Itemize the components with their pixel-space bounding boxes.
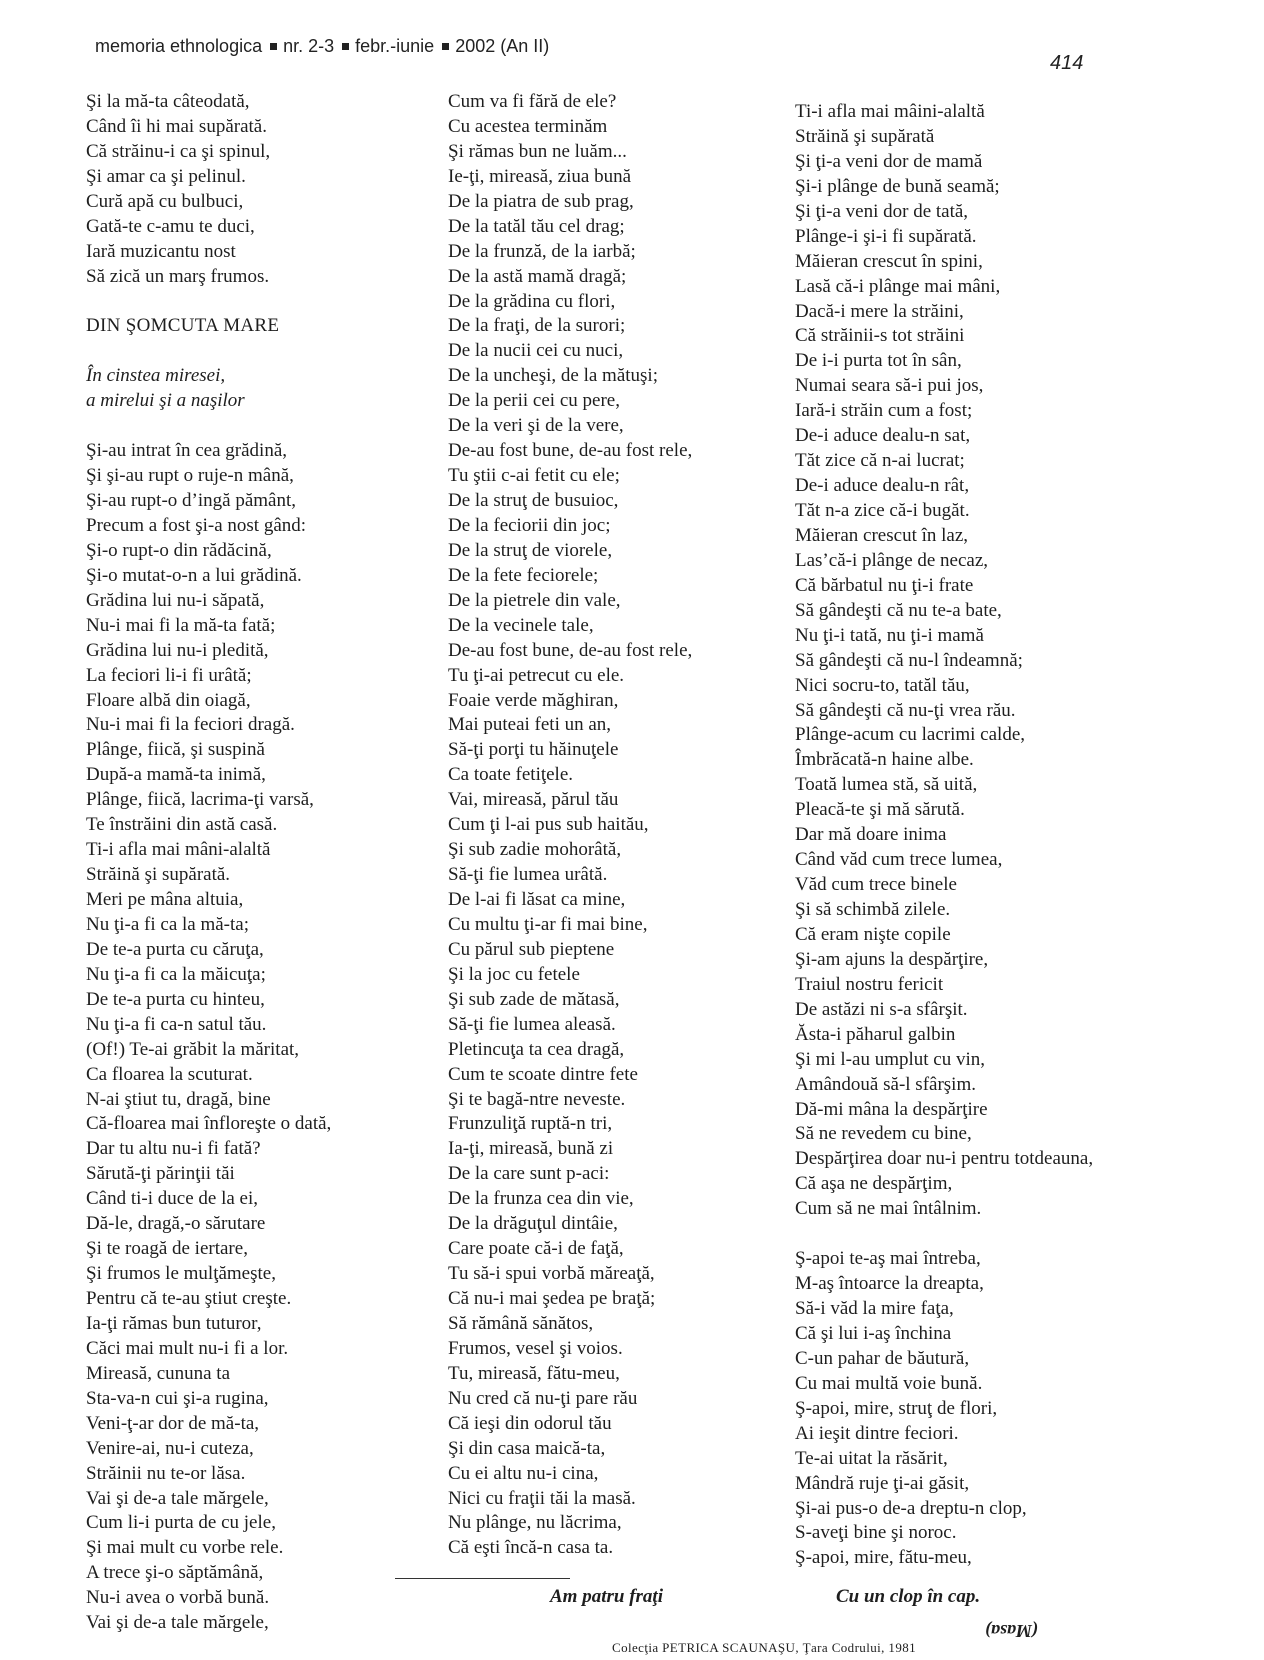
verse-line: Cum li-i purta de cu jele,: [86, 1512, 276, 1534]
verse-line: Străinii nu te-or lăsa.: [86, 1462, 246, 1484]
verse-line: Iară muzicantu nost: [86, 240, 236, 262]
verse-line: Veni-ţ-ar dor de mă-ta,: [86, 1412, 260, 1434]
verse-line: Şi-o rupt-o din rădăcină,: [86, 539, 272, 561]
verse-line: Şi din casa maică-ta,: [448, 1437, 606, 1459]
verse-line: Cu părul sub pieptene: [448, 938, 615, 960]
verse-line: De la uncheşi, de la mătuşi;: [448, 365, 658, 387]
verse-line: Mireasă, cununa ta: [86, 1362, 231, 1384]
verse-line: Precum a fost şi-a nost gând:: [86, 514, 307, 536]
verse-line: De la frunză, de la iarbă;: [448, 240, 636, 262]
verse-line: Plânge, fiică, şi suspină: [86, 739, 265, 761]
verse-line: De la nucii cei cu nuci,: [448, 340, 624, 362]
verse-line: Şi şi-au rupt o ruje-n mână,: [86, 465, 294, 487]
verse-line: Despărţirea doar nu-i pentru totdeauna,: [795, 1148, 1094, 1170]
verse-line: Dacă-i mere la străini,: [795, 300, 964, 322]
poem-column-2: [448, 90, 692, 1561]
verse-line: Şi la mă-ta câteodată,: [86, 91, 250, 112]
verse-line: Cu ei altu nu-i cina,: [448, 1462, 599, 1484]
verse-line: Nu-i mai fi la feciori dragă.: [86, 714, 295, 736]
verse-line: Şi la joc cu fetele: [448, 963, 580, 985]
bullet-icon: [442, 43, 449, 50]
verse-line: De la grădina cu flori,: [448, 290, 616, 312]
verse-line: De la struţ de busuioc,: [448, 490, 619, 511]
verse-line: Căci mai mult nu-i fi a lor.: [86, 1337, 289, 1359]
verse-line: Şi sub zade de mătasă,: [448, 988, 620, 1010]
verse-line: Şi te roagă de iertare,: [86, 1238, 248, 1260]
verse-line: Vai, mireasă, părul tău: [448, 789, 619, 811]
verse-line: Să rămână sănătos,: [448, 1312, 594, 1334]
verse-line: Pleacă-te şi mă sărută.: [795, 799, 965, 821]
verse-line: Să gândeşti că nu te-a bate,: [795, 599, 1002, 621]
verse-line: Vai şi de-a tale mărgele,: [86, 1487, 269, 1509]
verse-line: De la care sunt p-aci:: [448, 1163, 610, 1185]
verse-line: Să zică un marş frumos.: [86, 265, 270, 287]
verse-line: Ia-ţi rămas bun tuturor,: [86, 1312, 262, 1334]
verse-line: Frumos, vesel şi voios.: [448, 1337, 623, 1359]
verse-line: Că bărbatul nu ţi-i frate: [795, 574, 974, 596]
verse-line: Şi-au intrat în cea grădină,: [86, 440, 288, 462]
verse-line: Te înstrăini din astă casă.: [86, 814, 278, 836]
verse-line: Nu ţi-a fi ca la măicuţa;: [86, 963, 266, 985]
verse-block: [795, 100, 1093, 1222]
verse-line: Şi mai mult cu vorbe rele.: [86, 1537, 284, 1559]
verse-line: Că nu-i mai şedea pe braţă;: [448, 1288, 656, 1309]
verse-block: [86, 439, 331, 1636]
verse-line: Cum să ne mai întâlnim.: [795, 1198, 982, 1220]
verse-block: [86, 90, 331, 290]
verse-line: Ia-ţi, mireasă, bună zi: [448, 1138, 614, 1160]
verse-line: Vai şi de-a tale mărgele,: [86, 1612, 269, 1634]
dedication-line: a mirelui şi a naşilor: [86, 390, 245, 412]
verse-line: De la pietrele din vale,: [448, 589, 621, 611]
journal-title: memoria ethnologica: [95, 36, 263, 56]
bullet-icon: [342, 43, 349, 50]
verse-line: La feciori li-i fi urâtă;: [86, 664, 252, 686]
verse-line: Cum va fi fără de ele?: [448, 91, 617, 112]
verse-line: De la frunza cea din vie,: [448, 1188, 634, 1210]
verse-line: Tăt n-a zice că-i bugăt.: [795, 500, 970, 521]
verse-line: Şi să schimbă zilele.: [795, 899, 951, 920]
verse-line: Las’că-i plânge de necaz,: [795, 549, 989, 571]
section-heading: DIN ŞOMCUTA MARE: [86, 315, 280, 337]
verse-line: Ş-apoi te-aş mai întreba,: [795, 1248, 981, 1270]
verse-line: Şi amar ca şi pelinul.: [86, 165, 246, 187]
verse-line: Cum ţi l-ai pus sub haitău,: [448, 814, 649, 836]
verse-line: Şi-o mutat-o-n a lui grădină.: [86, 564, 302, 586]
verse-line: De l-ai fi lăsat ca mine,: [448, 889, 626, 910]
verse-line: Dar mă doare inima: [795, 824, 947, 846]
verse-line: Traiul nostru fericit: [795, 973, 944, 995]
verse-line: Şi frumos le mulţămeşte,: [86, 1263, 276, 1285]
collection-credit: Colecţia PETRICA SCAUNAŞU, Ţara Codrului, 1981: [612, 1640, 917, 1655]
verse-line: De la drăguţul dintâie,: [448, 1213, 618, 1235]
verse-line: Pentru că te-au ştiut creşte.: [86, 1288, 292, 1309]
verse-line: De la astă mamă dragă;: [448, 265, 627, 287]
poem-column-3: [795, 100, 1093, 1571]
issue-number: nr. 2-3: [283, 36, 335, 56]
verse-line: Să-i văd la mire faţa,: [795, 1298, 954, 1319]
verse-line: Că aşa ne despărţim,: [795, 1173, 953, 1195]
verse-line: Şi-ai pus-o de-a dreptu-n clop,: [795, 1497, 1027, 1519]
verse-line: Şi-au rupt-o d’ingă pământ,: [86, 490, 297, 511]
verse-line: Să gândeşti că nu-ţi vrea rău.: [795, 699, 1016, 721]
verse-line: De i-i purta tot în sân,: [795, 350, 962, 372]
verse-line: N-ai ştiut tu, dragă, bine: [86, 1088, 271, 1110]
journal-header: [95, 36, 549, 57]
verse-line: Nu ţi-i tată, nu ţi-i mamă: [795, 624, 984, 646]
verse-line: De la piatra de sub prag,: [448, 190, 634, 212]
verse-line: De te-a purta cu căruţa,: [86, 938, 264, 960]
verse-line: De astăzi ni s-a sfârşit.: [795, 998, 968, 1020]
verse-line: Nu ţi-a fi ca-n satul tău.: [86, 1013, 267, 1035]
verse-block: [448, 90, 692, 1561]
verse-block: [795, 1247, 1093, 1571]
verse-line: Măieran crescut în laz,: [795, 524, 969, 546]
verse-line: Cură apă cu bulbuci,: [86, 190, 244, 212]
verse-line: Să-ţi porţi tu hăinuţele: [448, 739, 619, 761]
verse-line: Mai puteai feti un an,: [448, 714, 612, 736]
verse-line: Tu, mireasă, fătu-meu,: [448, 1362, 620, 1384]
bullet-icon: [270, 43, 277, 50]
verse-line: Ti-i afla mai mâini-alaltă: [795, 101, 985, 122]
verse-line: Gată-te c-amu te duci,: [86, 215, 255, 237]
verse-line: Măieran crescut în spini,: [795, 250, 983, 272]
verse-line: Şi-i plânge de bună seamă;: [795, 175, 1000, 197]
verse-line: Venire-ai, nu-i cuteza,: [86, 1437, 254, 1459]
verse-line: Şi te bagă-ntre neveste.: [448, 1088, 626, 1110]
continuation-title: Am patru fraţi: [550, 1586, 663, 1607]
verse-line: De la vecinele tale,: [448, 614, 594, 636]
verse-line: Plânge, fiică, lacrima-ţi varsă,: [86, 789, 314, 811]
author-mark: (Masa): [985, 1621, 1038, 1641]
verse-line: Sărută-ţi părinţii tăi: [86, 1163, 235, 1185]
verse-line: Când ti-i duce de la ei,: [86, 1188, 258, 1210]
verse-line: Să-ţi fie lumea aleasă.: [448, 1013, 616, 1035]
verse-line: Nu cred că nu-ţi pare rău: [448, 1387, 638, 1409]
issue-period: febr.-iunie: [355, 36, 435, 56]
verse-line: C-un pahar de băutură,: [795, 1347, 970, 1369]
issue-year: 2002 (An II): [455, 36, 550, 56]
verse-line: Tu ţi-ai petrecut cu ele.: [448, 664, 625, 686]
verse-line: Cum te scoate dintre fete: [448, 1063, 638, 1085]
verse-line: Care poate că-i de faţă,: [448, 1238, 624, 1260]
verse-line: Nu plânge, nu lăcrima,: [448, 1512, 622, 1534]
verse-line: Şi ţi-a veni dor de tată,: [795, 200, 969, 222]
verse-line: Că ieşi din odorul tău: [448, 1412, 612, 1434]
verse-line: Ăsta-i păharul galbin: [795, 1023, 956, 1045]
verse-line: Nu-i avea o vorbă bună.: [86, 1587, 270, 1609]
verse-line: După-a mamă-ta inimă,: [86, 764, 266, 786]
verse-line: Când îi hi mai supărată.: [86, 115, 267, 137]
verse-line: Pletincuţa ta cea dragă,: [448, 1038, 625, 1060]
verse-line: De-au fost bune, de-au fost rele,: [448, 639, 693, 661]
verse-line: De te-a purta cu hinteu,: [86, 988, 265, 1010]
verse-line: Că-floarea mai înfloreşte o dată,: [86, 1113, 332, 1135]
verse-line: Nici socru-to, tatăl tău,: [795, 674, 970, 696]
verse-line: Floare albă din oiagă,: [86, 689, 251, 711]
verse-line: Amândouă să-l sfârşim.: [795, 1073, 976, 1095]
verse-line: De la struţ de viorele,: [448, 539, 613, 561]
verse-line: Ie-ţi, mireasă, ziua bună: [448, 165, 632, 187]
verse-line: Grădina lui nu-i pledită,: [86, 639, 269, 661]
verse-line: Plânge-acum cu lacrimi calde,: [795, 724, 1026, 746]
verse-line: Dă-mi mâna la despărţire: [795, 1098, 988, 1120]
verse-line: De la fete feciorele;: [448, 564, 599, 586]
verse-line: Ş-apoi, mire, struţ de flori,: [795, 1397, 998, 1419]
page-number: 414: [1050, 52, 1084, 74]
verse-line: Tu să-i spui vorbă măreaţă,: [448, 1263, 655, 1285]
poem-column-1: [86, 90, 331, 1636]
verse-line: Că străinii-s tot străini: [795, 325, 965, 347]
verse-line: De la veri şi de la vere,: [448, 415, 624, 437]
verse-line: Să-ţi fie lumea urâtă.: [448, 864, 608, 886]
verse-line: Cu acestea terminăm: [448, 115, 608, 137]
verse-line: Şi rămas bun ne luăm...: [448, 140, 627, 162]
verse-line: De la perii cei cu pere,: [448, 390, 620, 412]
verse-line: Când văd cum trece lumea,: [795, 849, 1003, 871]
verse-line: Nu-i mai fi la mă-ta fată;: [86, 614, 276, 636]
verse-line: A trece şi-o săptămână,: [86, 1562, 264, 1584]
verse-line: De-au fost bune, de-au fost rele,: [448, 440, 693, 462]
dedication-line: În cinstea miresei,: [86, 365, 226, 387]
verse-line: Te-ai uitat la răsărit,: [795, 1447, 948, 1469]
verse-line: Îmbrăcată-n haine albe.: [795, 749, 974, 771]
verse-line: Să gândeşti că nu-l îndeamnă;: [795, 649, 1023, 671]
verse-line: Ca toate fetiţele.: [448, 764, 574, 786]
verse-line: Lasă că-i plânge mai mâni,: [795, 275, 1001, 297]
verse-line: Grădina lui nu-i săpată,: [86, 589, 265, 611]
verse-line: Cu mai multă voie bună.: [795, 1372, 983, 1394]
verse-line: Dar tu altu nu-i fi fată?: [86, 1138, 261, 1160]
verse-line: Cu multu ţi-ar fi mai bine,: [448, 913, 648, 935]
verse-line: Că eram nişte copile: [795, 923, 951, 945]
verse-line: M-aş întoarce la dreapta,: [795, 1273, 984, 1295]
verse-line: Văd cum trece binele: [795, 874, 957, 896]
verse-line: Iară-i străin cum a fost;: [795, 400, 973, 422]
verse-line: Nici cu fraţii tăi la masă.: [448, 1487, 636, 1509]
verse-line: Ş-apoi, mire, fătu-meu,: [795, 1547, 972, 1569]
verse-line: Şi ţi-a veni dor de mamă: [795, 150, 983, 172]
verse-line: Dă-le, dragă,-o sărutare: [86, 1213, 266, 1235]
verse-line: Plânge-i şi-i fi supărată.: [795, 225, 977, 247]
verse-line: Tu ştii c-ai fetit cu ele;: [448, 465, 620, 487]
verse-line: Sta-va-n cui şi-a rugina,: [86, 1387, 269, 1409]
verse-line: De la feciorii din joc;: [448, 514, 611, 536]
verse-line: Şi mi l-au umplut cu vin,: [795, 1048, 985, 1070]
verse-line: Ti-i afla mai mâni-alaltă: [86, 839, 271, 861]
verse-line: De-i aduce dealu-n rât,: [795, 475, 970, 497]
verse-line: Ca floarea la scuturat.: [86, 1063, 253, 1085]
verse-line: Şi-am ajuns la despărţire,: [795, 948, 989, 970]
verse-line: Străină şi supărată.: [86, 864, 231, 886]
verse-line: Ai ieşit dintre feciori.: [795, 1422, 959, 1444]
verse-line: Mândră ruje ţi-ai găsit,: [795, 1472, 970, 1494]
verse-line: Nu ţi-a fi ca la mă-ta;: [86, 913, 250, 935]
verse-line: S-aveţi bine şi noroc.: [795, 1522, 957, 1544]
continuation-title: Cu un clop în cap.: [836, 1586, 981, 1607]
verse-line: Şi sub zadie mohorâtă,: [448, 839, 622, 861]
verse-line: Toată lumea stă, să uită,: [795, 774, 978, 796]
verse-line: Că eşti încă-n casa ta.: [448, 1537, 614, 1559]
verse-line: Numai seara să-i pui jos,: [795, 375, 984, 397]
verse-line: De-i aduce dealu-n sat,: [795, 425, 971, 447]
verse-line: Să ne revedem cu bine,: [795, 1123, 972, 1145]
verse-line: Foaie verde măghiran,: [448, 689, 619, 711]
verse-line: Frunzuliţă ruptă-n tri,: [448, 1113, 613, 1135]
verse-line: (Of!) Te-ai grăbit la măritat,: [86, 1038, 300, 1060]
footnote-divider: [395, 1578, 570, 1579]
verse-line: Că şi lui i-aş închina: [795, 1322, 952, 1344]
verse-line: Tăt zice că n-ai lucrat;: [795, 450, 965, 472]
verse-line: De la tatăl tău cel drag;: [448, 215, 625, 237]
verse-line: Meri pe mâna altuia,: [86, 889, 244, 910]
verse-line: De la fraţi, de la surori;: [448, 315, 626, 337]
verse-line: Străină şi supărată: [795, 125, 935, 147]
verse-line: Că străinu-i ca şi spinul,: [86, 140, 271, 162]
